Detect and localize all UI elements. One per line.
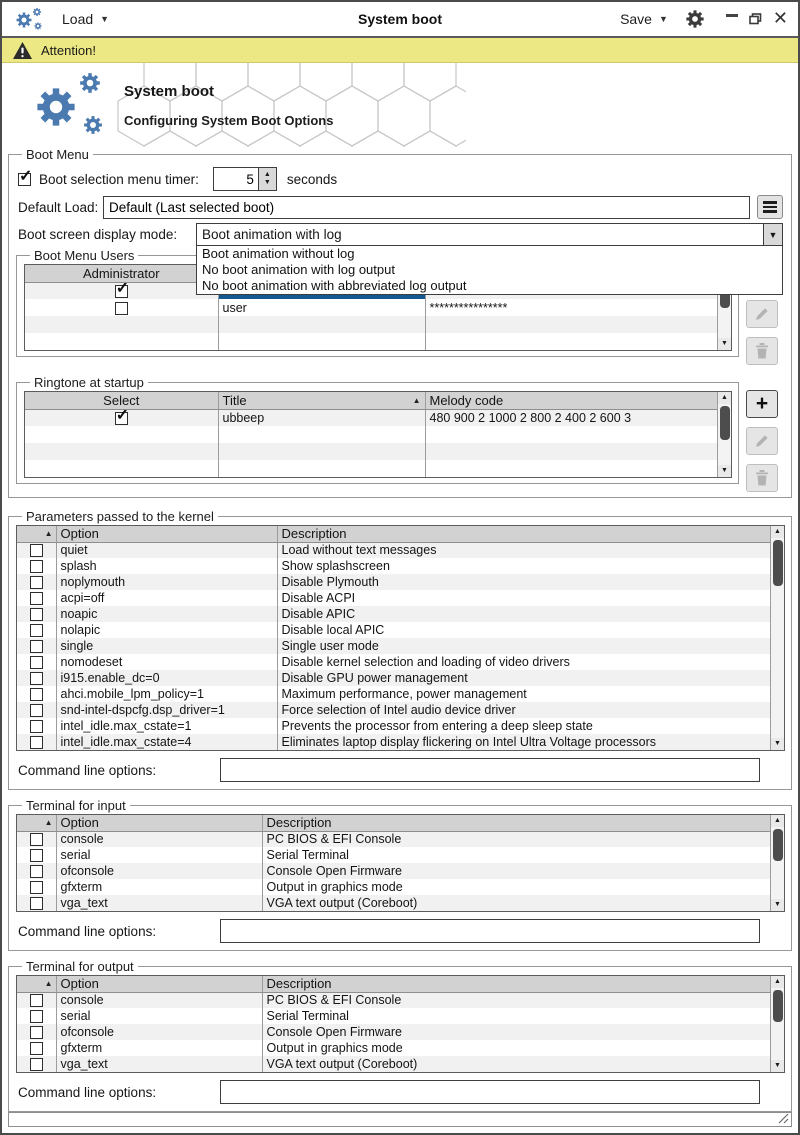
scroll-down-icon[interactable]: ▼ xyxy=(771,1060,784,1072)
table-row[interactable]: serial Serial Terminal xyxy=(17,1008,770,1024)
sort-asc-icon: ▲ xyxy=(412,395,421,405)
table-row[interactable]: noplymouth Disable Plymouth xyxy=(17,574,770,590)
hexagon-pattern xyxy=(110,63,466,147)
status-bar xyxy=(8,1112,792,1127)
dropdown-option[interactable]: Boot animation without log xyxy=(202,246,355,261)
ringtone-select-checkbox[interactable] xyxy=(115,412,128,425)
kernel-param-checkbox[interactable] xyxy=(30,624,43,637)
terminal-col-description[interactable]: Description xyxy=(262,976,770,992)
ringtone-table xyxy=(25,392,717,477)
minimize-button[interactable] xyxy=(726,14,738,17)
table-row[interactable]: intel_idle.max_cstate=1 Prevents the processor from entering a deep sleep state xyxy=(17,718,770,734)
table-row[interactable] xyxy=(25,316,717,333)
load-menu-button[interactable] xyxy=(62,11,109,27)
kernel-param-checkbox[interactable] xyxy=(30,592,43,605)
default-load-label: Default Load: xyxy=(18,199,99,215)
display-mode-label: Boot screen display mode: xyxy=(18,227,178,242)
scroll-up-icon[interactable]: ▲ xyxy=(771,976,784,988)
maximize-button[interactable] xyxy=(749,13,762,25)
terminal-output-cmdline-label: Command line options: xyxy=(18,1084,157,1100)
ringtone-col-select[interactable]: Select xyxy=(25,392,218,409)
users-password-cell[interactable]: **************** xyxy=(425,299,717,316)
page-header xyxy=(2,63,798,147)
ringtone-legend: Ringtone at startup xyxy=(34,375,144,390)
table-row[interactable]: snd-intel-dspcfg.dsp_driver=1 Force selection of Intel audio device driver xyxy=(17,702,770,718)
table-row[interactable]: ahci.mobile_lpm_policy=1 Maximum performance, power management xyxy=(17,686,770,702)
scroll-down-icon[interactable]: ▼ xyxy=(771,738,784,750)
logo-gears-icon xyxy=(24,67,112,145)
ringtone-col-title[interactable]: Title ▲ xyxy=(218,392,425,409)
admin-checkbox[interactable] xyxy=(115,285,128,298)
scroll-thumb[interactable] xyxy=(773,829,783,861)
terminal-checkbox[interactable] xyxy=(30,833,43,846)
default-load-menu-button[interactable] xyxy=(757,195,783,219)
table-row[interactable]: nolapic Disable local APIC xyxy=(17,622,770,638)
terminal-checkbox[interactable] xyxy=(30,849,43,862)
spinner-arrows[interactable] xyxy=(258,168,276,190)
users-name-cell[interactable]: user xyxy=(218,299,425,316)
terminal-checkbox[interactable] xyxy=(30,897,43,910)
scroll-down-icon[interactable]: ▼ xyxy=(718,338,731,350)
table-row[interactable]: acpi=off Disable ACPI xyxy=(17,590,770,606)
boot-timer-checkbox[interactable] xyxy=(18,173,31,186)
users-edit-button[interactable] xyxy=(746,300,778,328)
terminal-col-description[interactable]: Description xyxy=(262,815,770,831)
attention-banner xyxy=(2,38,798,63)
vertical-scrollbar[interactable] xyxy=(717,392,731,477)
boot-menu-legend: Boot Menu xyxy=(26,147,89,162)
users-delete-button[interactable] xyxy=(746,337,778,365)
terminal-output-legend: Terminal for output xyxy=(26,959,134,974)
save-menu-label: Save xyxy=(620,11,652,27)
boot-timer-value-input[interactable] xyxy=(214,168,258,190)
boot-timer-label: Boot selection menu timer: xyxy=(39,171,199,187)
kernel-param-checkbox[interactable] xyxy=(30,608,43,621)
vertical-scrollbar[interactable] xyxy=(770,815,784,911)
scroll-up-icon[interactable]: ▲ xyxy=(771,815,784,827)
resize-grip[interactable] xyxy=(777,1112,789,1124)
terminal-checkbox[interactable] xyxy=(30,1058,43,1071)
kernel-col-description[interactable]: Description xyxy=(277,526,770,542)
table-row[interactable] xyxy=(25,333,717,350)
table-row[interactable]: intel_idle.max_cstate=4 Eliminates laptop display flickering on Intel Ultra Voltage processors xyxy=(17,734,770,750)
chevron-down-icon: ▼ xyxy=(100,14,110,24)
table-row[interactable]: splash Show splashscreen xyxy=(17,558,770,574)
terminal-checkbox[interactable] xyxy=(30,881,43,894)
boot-menu-group xyxy=(8,147,792,498)
kernel-cmdline-label: Command line options: xyxy=(18,762,157,778)
settings-gear-icon[interactable] xyxy=(684,8,706,30)
scroll-thumb[interactable] xyxy=(773,540,783,586)
terminal-checkbox[interactable] xyxy=(30,994,43,1007)
plus-icon: + xyxy=(755,391,769,415)
ringtone-add-button[interactable] xyxy=(746,390,778,418)
kernel-param-checkbox[interactable] xyxy=(30,656,43,669)
table-row[interactable]: gfxterm Output in graphics mode xyxy=(17,879,770,895)
terminal-col-option[interactable]: Option xyxy=(56,815,262,831)
display-mode-value: Boot animation with log xyxy=(202,227,342,242)
terminal-checkbox[interactable] xyxy=(30,865,43,878)
terminal-input-cmdline-label: Command line options: xyxy=(18,923,157,939)
table-row[interactable] xyxy=(25,299,717,316)
warning-triangle-icon xyxy=(12,41,33,60)
table-row[interactable]: noapic Disable APIC xyxy=(17,606,770,622)
terminal-output-cmdline-input[interactable] xyxy=(220,1080,760,1104)
kernel-param-checkbox[interactable] xyxy=(30,704,43,717)
table-row[interactable] xyxy=(25,409,717,426)
load-menu-label: Load xyxy=(62,11,94,27)
default-load-input[interactable] xyxy=(103,196,750,219)
terminal-input-group xyxy=(8,798,792,951)
spinner-down-icon[interactable]: ▼ xyxy=(263,179,271,186)
boot-timer-unit: seconds xyxy=(286,171,338,187)
dropdown-option[interactable]: No boot animation with log output xyxy=(202,262,395,277)
kernel-params-legend: Parameters passed to the kernel xyxy=(26,509,214,524)
kernel-col-sort[interactable]: ▲ xyxy=(17,526,56,542)
scroll-down-icon[interactable]: ▼ xyxy=(771,899,784,911)
terminal-col-option[interactable]: Option xyxy=(56,976,262,992)
save-menu-button[interactable] xyxy=(620,11,668,27)
chevron-down-icon: ▼ xyxy=(658,14,668,24)
table-row[interactable]: quiet Load without text messages xyxy=(17,542,770,558)
dropdown-option[interactable]: No boot animation with abbreviated log output xyxy=(202,278,467,293)
table-row[interactable]: i915.enable_dc=0 Disable GPU power management xyxy=(17,670,770,686)
boot-menu-users-legend: Boot Menu Users xyxy=(34,248,135,263)
pencil-icon xyxy=(754,306,770,322)
ringtone-edit-button[interactable] xyxy=(746,427,778,455)
boot-timer-spinner xyxy=(213,167,277,191)
kernel-param-checkbox[interactable] xyxy=(30,576,43,589)
attention-text: Attention! xyxy=(41,42,96,58)
kernel-param-checkbox[interactable] xyxy=(30,640,43,653)
kernel-param-checkbox[interactable] xyxy=(30,560,43,573)
table-row[interactable]: nomodeset Disable kernel selection and loading of video drivers xyxy=(17,654,770,670)
table-row[interactable] xyxy=(25,426,717,443)
scroll-up-icon[interactable]: ▲ xyxy=(718,392,731,404)
ringtone-col-melody[interactable]: Melody code xyxy=(425,392,717,409)
display-mode-combobox[interactable] xyxy=(196,223,783,246)
kernel-param-checkbox[interactable] xyxy=(30,720,43,733)
terminal-input-table xyxy=(17,815,770,911)
table-row[interactable]: console PC BIOS & EFI Console xyxy=(17,831,770,847)
title-bar xyxy=(2,2,798,38)
terminal-col-sort[interactable]: ▲ xyxy=(17,815,56,831)
page-subtitle: Configuring System Boot Options xyxy=(124,113,334,128)
terminal-checkbox[interactable] xyxy=(30,1042,43,1055)
kernel-params-group xyxy=(8,509,792,790)
table-row[interactable]: vga_text VGA text output (Coreboot) xyxy=(17,1056,770,1072)
window-title: System boot xyxy=(357,11,442,27)
table-row[interactable]: vga_text VGA text output (Coreboot) xyxy=(17,895,770,911)
page-title: System boot xyxy=(124,83,215,100)
table-row[interactable]: single Single user mode xyxy=(17,638,770,654)
table-row[interactable]: ofconsole Console Open Firmware xyxy=(17,1024,770,1040)
scroll-down-icon[interactable]: ▼ xyxy=(718,465,731,477)
kernel-cmdline-input[interactable] xyxy=(220,758,760,782)
display-mode-dropdown xyxy=(196,246,783,295)
terminal-col-sort[interactable]: ▲ xyxy=(17,976,56,992)
close-button[interactable]: ✕ xyxy=(772,8,788,28)
table-row[interactable]: console PC BIOS & EFI Console xyxy=(17,992,770,1008)
trash-icon xyxy=(755,470,769,486)
combobox-arrow-icon[interactable]: ▼ xyxy=(763,224,782,245)
scroll-thumb[interactable] xyxy=(773,990,783,1022)
table-row[interactable]: serial Serial Terminal xyxy=(17,847,770,863)
kernel-col-option[interactable]: Option xyxy=(56,526,277,542)
ringtone-title-cell[interactable]: ubbeep xyxy=(218,409,425,426)
terminal-input-cmdline-input[interactable] xyxy=(220,919,760,943)
terminal-checkbox[interactable] xyxy=(30,1026,43,1039)
ringtone-group xyxy=(16,375,739,484)
users-col-administrator[interactable]: Administrator xyxy=(25,265,218,282)
terminal-output-table xyxy=(17,976,770,1072)
pencil-icon xyxy=(754,433,770,449)
admin-checkbox[interactable] xyxy=(115,302,128,315)
scroll-up-icon[interactable]: ▲ xyxy=(771,526,784,538)
vertical-scrollbar[interactable] xyxy=(770,976,784,1072)
terminal-input-legend: Terminal for input xyxy=(26,798,126,813)
table-row[interactable]: gfxterm Output in graphics mode xyxy=(17,1040,770,1056)
kernel-param-checkbox[interactable] xyxy=(30,688,43,701)
kernel-param-checkbox[interactable] xyxy=(30,544,43,557)
spinner-up-icon[interactable]: ▲ xyxy=(263,171,271,178)
kernel-param-checkbox[interactable] xyxy=(30,672,43,685)
scroll-thumb[interactable] xyxy=(720,406,730,440)
app-gears-icon xyxy=(12,5,44,33)
kernel-params-table xyxy=(17,526,770,750)
terminal-output-group xyxy=(8,959,792,1112)
terminal-checkbox[interactable] xyxy=(30,1010,43,1023)
table-row[interactable] xyxy=(25,443,717,460)
table-row[interactable] xyxy=(25,460,717,477)
vertical-scrollbar[interactable] xyxy=(770,526,784,750)
kernel-param-checkbox[interactable] xyxy=(30,736,43,749)
trash-icon xyxy=(755,343,769,359)
ringtone-delete-button[interactable] xyxy=(746,464,778,492)
ringtone-melody-cell[interactable]: 480 900 2 1000 2 800 2 400 2 600 3 xyxy=(425,409,717,426)
table-row[interactable]: ofconsole Console Open Firmware xyxy=(17,863,770,879)
